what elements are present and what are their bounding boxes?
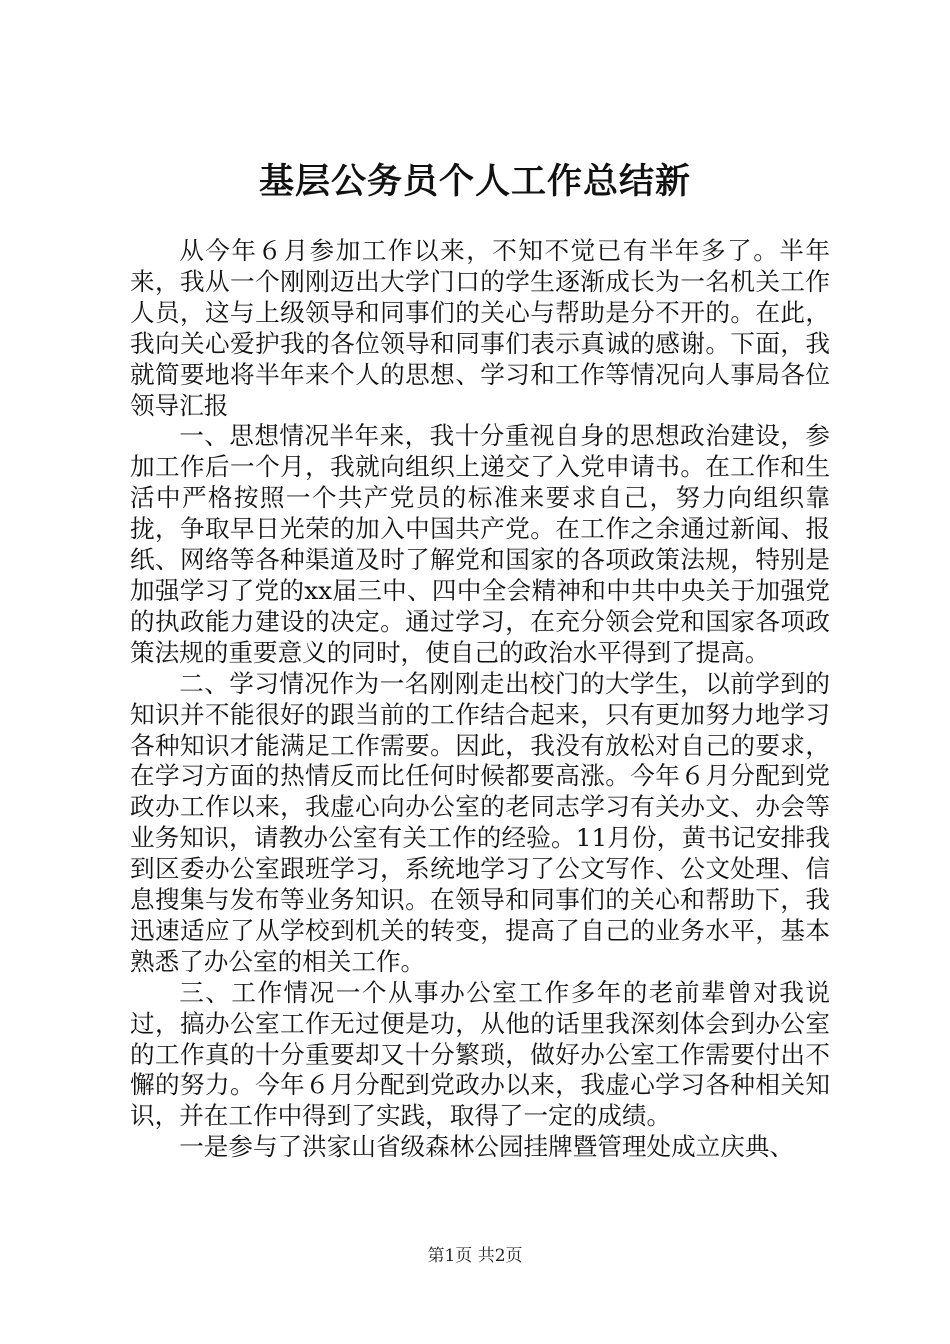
document-body <box>130 236 830 1163</box>
paragraph-study: 二、学习情况作为一名刚刚走出校门的大学生，以前学到的知识并不能很好的跟当前的工作结合起来，只有更加努力地学习各种知识才能满足工作需要。因此，我没有放松对自己的要求，在学习方面的热情反而比任何时候都要高涨。今年６月分配到党政办工作以来，我虚心向办公室的老同志学习有关办文、办会等业务知识，请教办公室有关工作的经验。11月份，黄书记安排我到区委办公室跟班学习，系统地学习了公文写作、公文处理、信息搜集与发布等业务知识。在领导和同事们的关心和帮助下，我迅速适应了从学校到机关的转变，提高了自己的业务水平，基本熟悉了办公室的相关工作。 <box>130 668 830 976</box>
paragraph-intro: 从今年６月参加工作以来，不知不觉已有半年多了。半年来，我从一个刚刚迈出大学门口的学生逐渐成长为一名机关工作人员，这与上级领导和同事们的关心与帮助是分不开的。在此，我向关心爱护我的各位领导和同事们表示真诚的感谢。下面，我就简要地将半年来个人的思想、学习和工作等情况向人事局各位领导汇报 <box>130 236 830 420</box>
document-title: 基层公务员个人工作总结新 <box>258 161 691 202</box>
paragraph-work-item-1: 一是参与了洪家山省级森林公园挂牌暨管理处成立庆典、 <box>179 1132 795 1162</box>
paragraph-work: 三、工作情况一个从事办公室工作多年的老前辈曾对我说过，搞办公室工作无过便是功，从他的话里我深刻体会到办公室的工作真的十分重要却又十分繁琐，做好办公室工作需要付出不懈的努力。今年６月分配到党政办以来，我虚心学习各种相关知识，并在工作中得到了实践，取得了一定的成绩。 <box>130 977 830 1131</box>
page-number-footer: 第1页 共2页 <box>427 1246 523 1266</box>
paragraph-thought: 一、思想情况半年来，我十分重视自身的思想政治建设，参加工作后一个月，我就向组织上递交了入党申请书。在工作和生活中严格按照一个共产党员的标准来要求自己，努力向组织靠拢，争取早日光荣的加入中国共产党。在工作之余通过新闻、报纸、网络等各种渠道及时了解党和国家的各项政策法规，特别是加强学习了党的xx届三中、四中全会精神和中共中央关于加强党的执政能力建设的决定。通过学习，在充分领会党和国家各项政策法规的重要意义的同时，使自己的政治水平得到了提高。 <box>130 421 830 667</box>
